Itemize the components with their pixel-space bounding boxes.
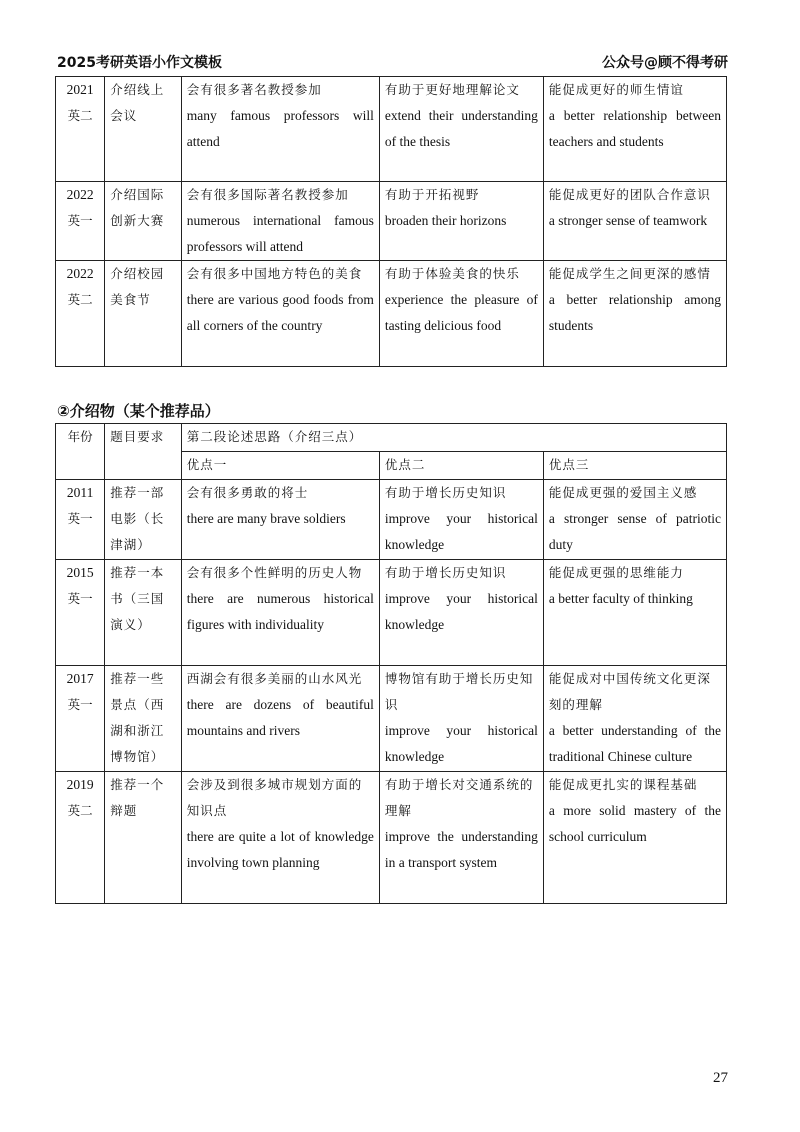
table-row <box>56 261 727 367</box>
point2-cell: 有助于增长历史知识 improve your historical knowledge <box>379 560 543 666</box>
point3-header: 优点三 <box>543 452 726 480</box>
topic-cell: 推荐一部电影（长津湖） <box>105 480 181 560</box>
year-cell: 2019 英二 <box>56 772 105 904</box>
point2-cell: 有助于体验美食的快乐 experience the pleasure of tasting delicious food <box>379 261 543 367</box>
point2-header: 优点二 <box>379 452 543 480</box>
point1-cell: 会有很多中国地方特色的美食 there are various good foods from all corners of the country <box>181 261 379 367</box>
header-row <box>56 424 727 452</box>
point2-cell: 博物馆有助于增长历史知识 improve your historical knowledge <box>379 666 543 772</box>
point2-cell: 有助于增长历史知识 improve your historical knowledge <box>379 480 543 560</box>
year-cell: 2021 英二 <box>56 77 105 182</box>
point1-cell: 西湖会有很多美丽的山水风光 there are dozens of beautiful mountains and rivers <box>181 666 379 772</box>
point1-cell: 会涉及到很多城市规划方面的知识点 there are quite a lot of knowledge involving town planning <box>181 772 379 904</box>
topic-cell: 推荐一个辩题 <box>105 772 181 904</box>
point2-cell: 有助于开拓视野 broaden their horizons <box>379 182 543 261</box>
point3-cell: 能促成更强的思维能力 a better faculty of thinking <box>543 560 726 666</box>
point3-cell: 能促成更强的爱国主义感 a stronger sense of patriotic duty <box>543 480 726 560</box>
point1-header: 优点一 <box>181 452 379 480</box>
topic-cell: 介绍线上会议 <box>105 77 181 182</box>
topic-header: 题目要求 <box>105 424 181 480</box>
section-title: ②介绍物（某个推荐品） <box>57 402 220 420</box>
span-header: 第二段论述思路（介绍三点） <box>181 424 726 452</box>
point1-cell: 会有很多勇敢的将士 there are many brave soldiers <box>181 480 379 560</box>
page-header <box>57 52 728 74</box>
topic-cell: 推荐一本书（三国演义） <box>105 560 181 666</box>
table-row <box>56 666 727 772</box>
table-row <box>56 77 727 182</box>
point3-cell: 能促成学生之间更深的感情 a better relationship among students <box>543 261 726 367</box>
topic-cell: 介绍国际创新大赛 <box>105 182 181 261</box>
point3-cell: 能促成更扎实的课程基础 a more solid mastery of the school curriculum <box>543 772 726 904</box>
topic-cell: 推荐一些景点（西湖和浙江博物馆） <box>105 666 181 772</box>
point2-cell: 有助于增长对交通系统的理解 improve the understanding in a transport system <box>379 772 543 904</box>
year-cell: 2022 英二 <box>56 261 105 367</box>
header-account: 公众号@顾不得考研 <box>602 55 728 71</box>
table-row <box>56 480 727 560</box>
table-items <box>55 423 727 904</box>
table-row <box>56 772 727 904</box>
header-title: 2025考研英语小作文模板 <box>57 55 222 71</box>
year-cell: 2022 英一 <box>56 182 105 261</box>
point1-cell: 会有很多国际著名教授参加 numerous international famous professors will attend <box>181 182 379 261</box>
topic-cell: 介绍校园美食节 <box>105 261 181 367</box>
year-cell: 2017 英一 <box>56 666 105 772</box>
year-header: 年份 <box>56 424 105 480</box>
table-events <box>55 76 727 367</box>
year-cell: 2015 英一 <box>56 560 105 666</box>
point2-cell: 有助于更好地理解论文 extend their understanding of the thesis <box>379 77 543 182</box>
point1-cell: 会有很多个性鲜明的历史人物 there are numerous historical figures with individuality <box>181 560 379 666</box>
point3-cell: 能促成对中国传统文化更深刻的理解 a better understanding of the traditional Chinese culture <box>543 666 726 772</box>
table-row <box>56 182 727 261</box>
point3-cell: 能促成更好的师生情谊 a better relationship between teachers and students <box>543 77 726 182</box>
page-number: 27 <box>713 1070 728 1086</box>
table-row <box>56 560 727 666</box>
year-cell: 2011 英一 <box>56 480 105 560</box>
point3-cell: 能促成更好的团队合作意识 a stronger sense of teamwork <box>543 182 726 261</box>
point1-cell: 会有很多著名教授参加 many famous professors will attend <box>181 77 379 182</box>
